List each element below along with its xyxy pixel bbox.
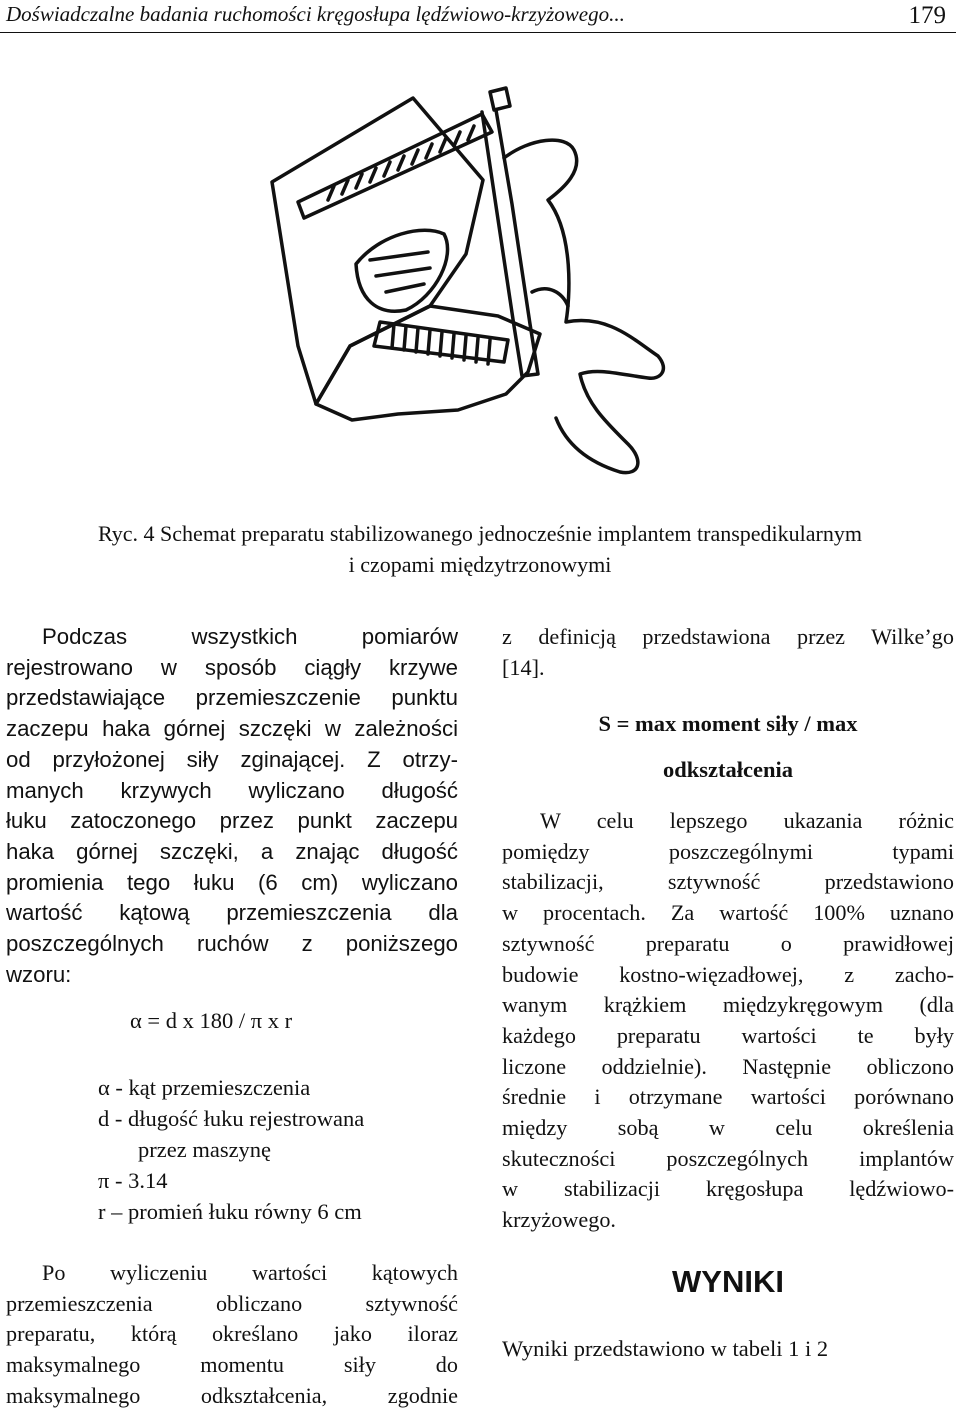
text-line: Po wyliczeniu wartości kątowych <box>42 1260 458 1285</box>
left-paragraph-1 <box>6 622 458 990</box>
figure-caption <box>18 518 942 580</box>
text-line: rejestrowano w sposób ciągły krzywe <box>6 654 458 680</box>
text-line: przedstawiające przemieszczenie punktu <box>6 685 458 711</box>
legend-line: r – promień łuku równy 6 cm <box>98 1199 362 1224</box>
text-line: skuteczności poszczególnych implantów <box>502 1145 954 1171</box>
results-heading: WYNIKI <box>672 1264 784 1299</box>
text-line: promienia tego łuku (6 cm) wyliczano <box>6 869 458 895</box>
caption-line: i czopami międzytrzonowymi <box>348 552 612 577</box>
text-line: pomiędzy poszczególnymi typami <box>502 838 954 864</box>
text-line: od przyłożonej siły zginającej. Z otrzy- <box>6 746 458 772</box>
left-paragraph-2 <box>6 1258 458 1412</box>
header-rule <box>0 32 956 33</box>
text-line: haka górnej szczęki, a znając długość <box>6 838 458 864</box>
running-title: Doświadczalne badania ruchomości kręgosłupa lędźwiowo-krzyżowego... <box>6 2 625 26</box>
text-line: z definicją przedstawiona przez Wilke’go <box>502 624 954 649</box>
formula-line: S = max moment siły / max <box>598 711 858 736</box>
text-line: W celu lepszego ukazania różnic <box>540 808 954 833</box>
spine-implant-figure <box>268 84 718 479</box>
text-line: w stabilizacji kręgosłupa lędźwiowo- <box>502 1176 954 1202</box>
text-line: manych krzywych wyliczano długość <box>6 777 458 803</box>
text-line: średnie i otrzymane wartości porównano <box>502 1084 954 1110</box>
text-line: liczone oddzielnie). Następnie obliczono <box>502 1053 954 1079</box>
right-paragraph-2 <box>502 806 954 1236</box>
text-line: stabilizacji, sztywność przedstawiono <box>502 869 954 895</box>
text-line: Podczas wszystkich pomiarów <box>42 624 458 649</box>
articular-process <box>532 289 568 306</box>
stiffness-formula <box>502 701 954 793</box>
text-line: wanym krążkiem międzykręgowym (dla <box>502 992 954 1018</box>
angle-formula: α = d x 180 / π x r <box>130 1008 293 1033</box>
text-line: maksymalnego odkształcenia, zgodnie <box>6 1382 458 1408</box>
text-line: sztywność preparatu o prawidłowej <box>502 930 954 956</box>
lower-vertebral-body <box>316 306 540 420</box>
legend-line: przez maszynę <box>138 1137 272 1162</box>
text-line: każdego preparatu wartości te były <box>502 1022 954 1048</box>
formula-legend <box>98 1072 364 1227</box>
text-line: poszczególnych ruchów z poniższego <box>6 931 458 957</box>
formula-line: odkształcenia <box>662 757 793 782</box>
results-text: Wyniki przedstawiono w tabeli 1 i 2 <box>502 1336 829 1361</box>
text-line: maksymalnego momentu siły do <box>6 1352 458 1378</box>
legend-line: α - kąt przemieszczenia <box>98 1075 311 1100</box>
text-line: preparatu, którą określano jako iloraz <box>6 1321 458 1347</box>
text-line: budowie kostno-więzadłowej, z zacho- <box>502 961 954 987</box>
text-line: krzyżowego. <box>502 1207 616 1233</box>
text-line: przemieszczenia obliczano sztywność <box>6 1290 458 1316</box>
right-paragraph-1 <box>502 622 954 683</box>
text-line: zaczepu haka górnej szczęki w zależności <box>6 716 458 742</box>
page-number: 179 <box>908 2 946 29</box>
lower-pedicle-screw <box>374 322 508 364</box>
text-line: w procentach. Za wartość 100% uznano <box>502 900 954 926</box>
text-line: wartość kątową przemieszczenia dla <box>6 900 458 926</box>
text-line: łuku zatoczonego przez punkt zaczepu <box>6 808 458 834</box>
caption-line: Ryc. 4 Schemat preparatu stabilizowanego jednocześnie implantem transpedikularnym <box>98 521 862 546</box>
text-line: [14]. <box>502 654 545 680</box>
legend-line: π - 3.14 <box>98 1168 168 1193</box>
text-line: wzoru: <box>6 961 72 987</box>
text-line: między sobą w celu określenia <box>502 1115 954 1141</box>
upper-pedicle-screw <box>298 114 492 218</box>
legend-line: d - długość łuku rejestrowana <box>98 1106 365 1131</box>
